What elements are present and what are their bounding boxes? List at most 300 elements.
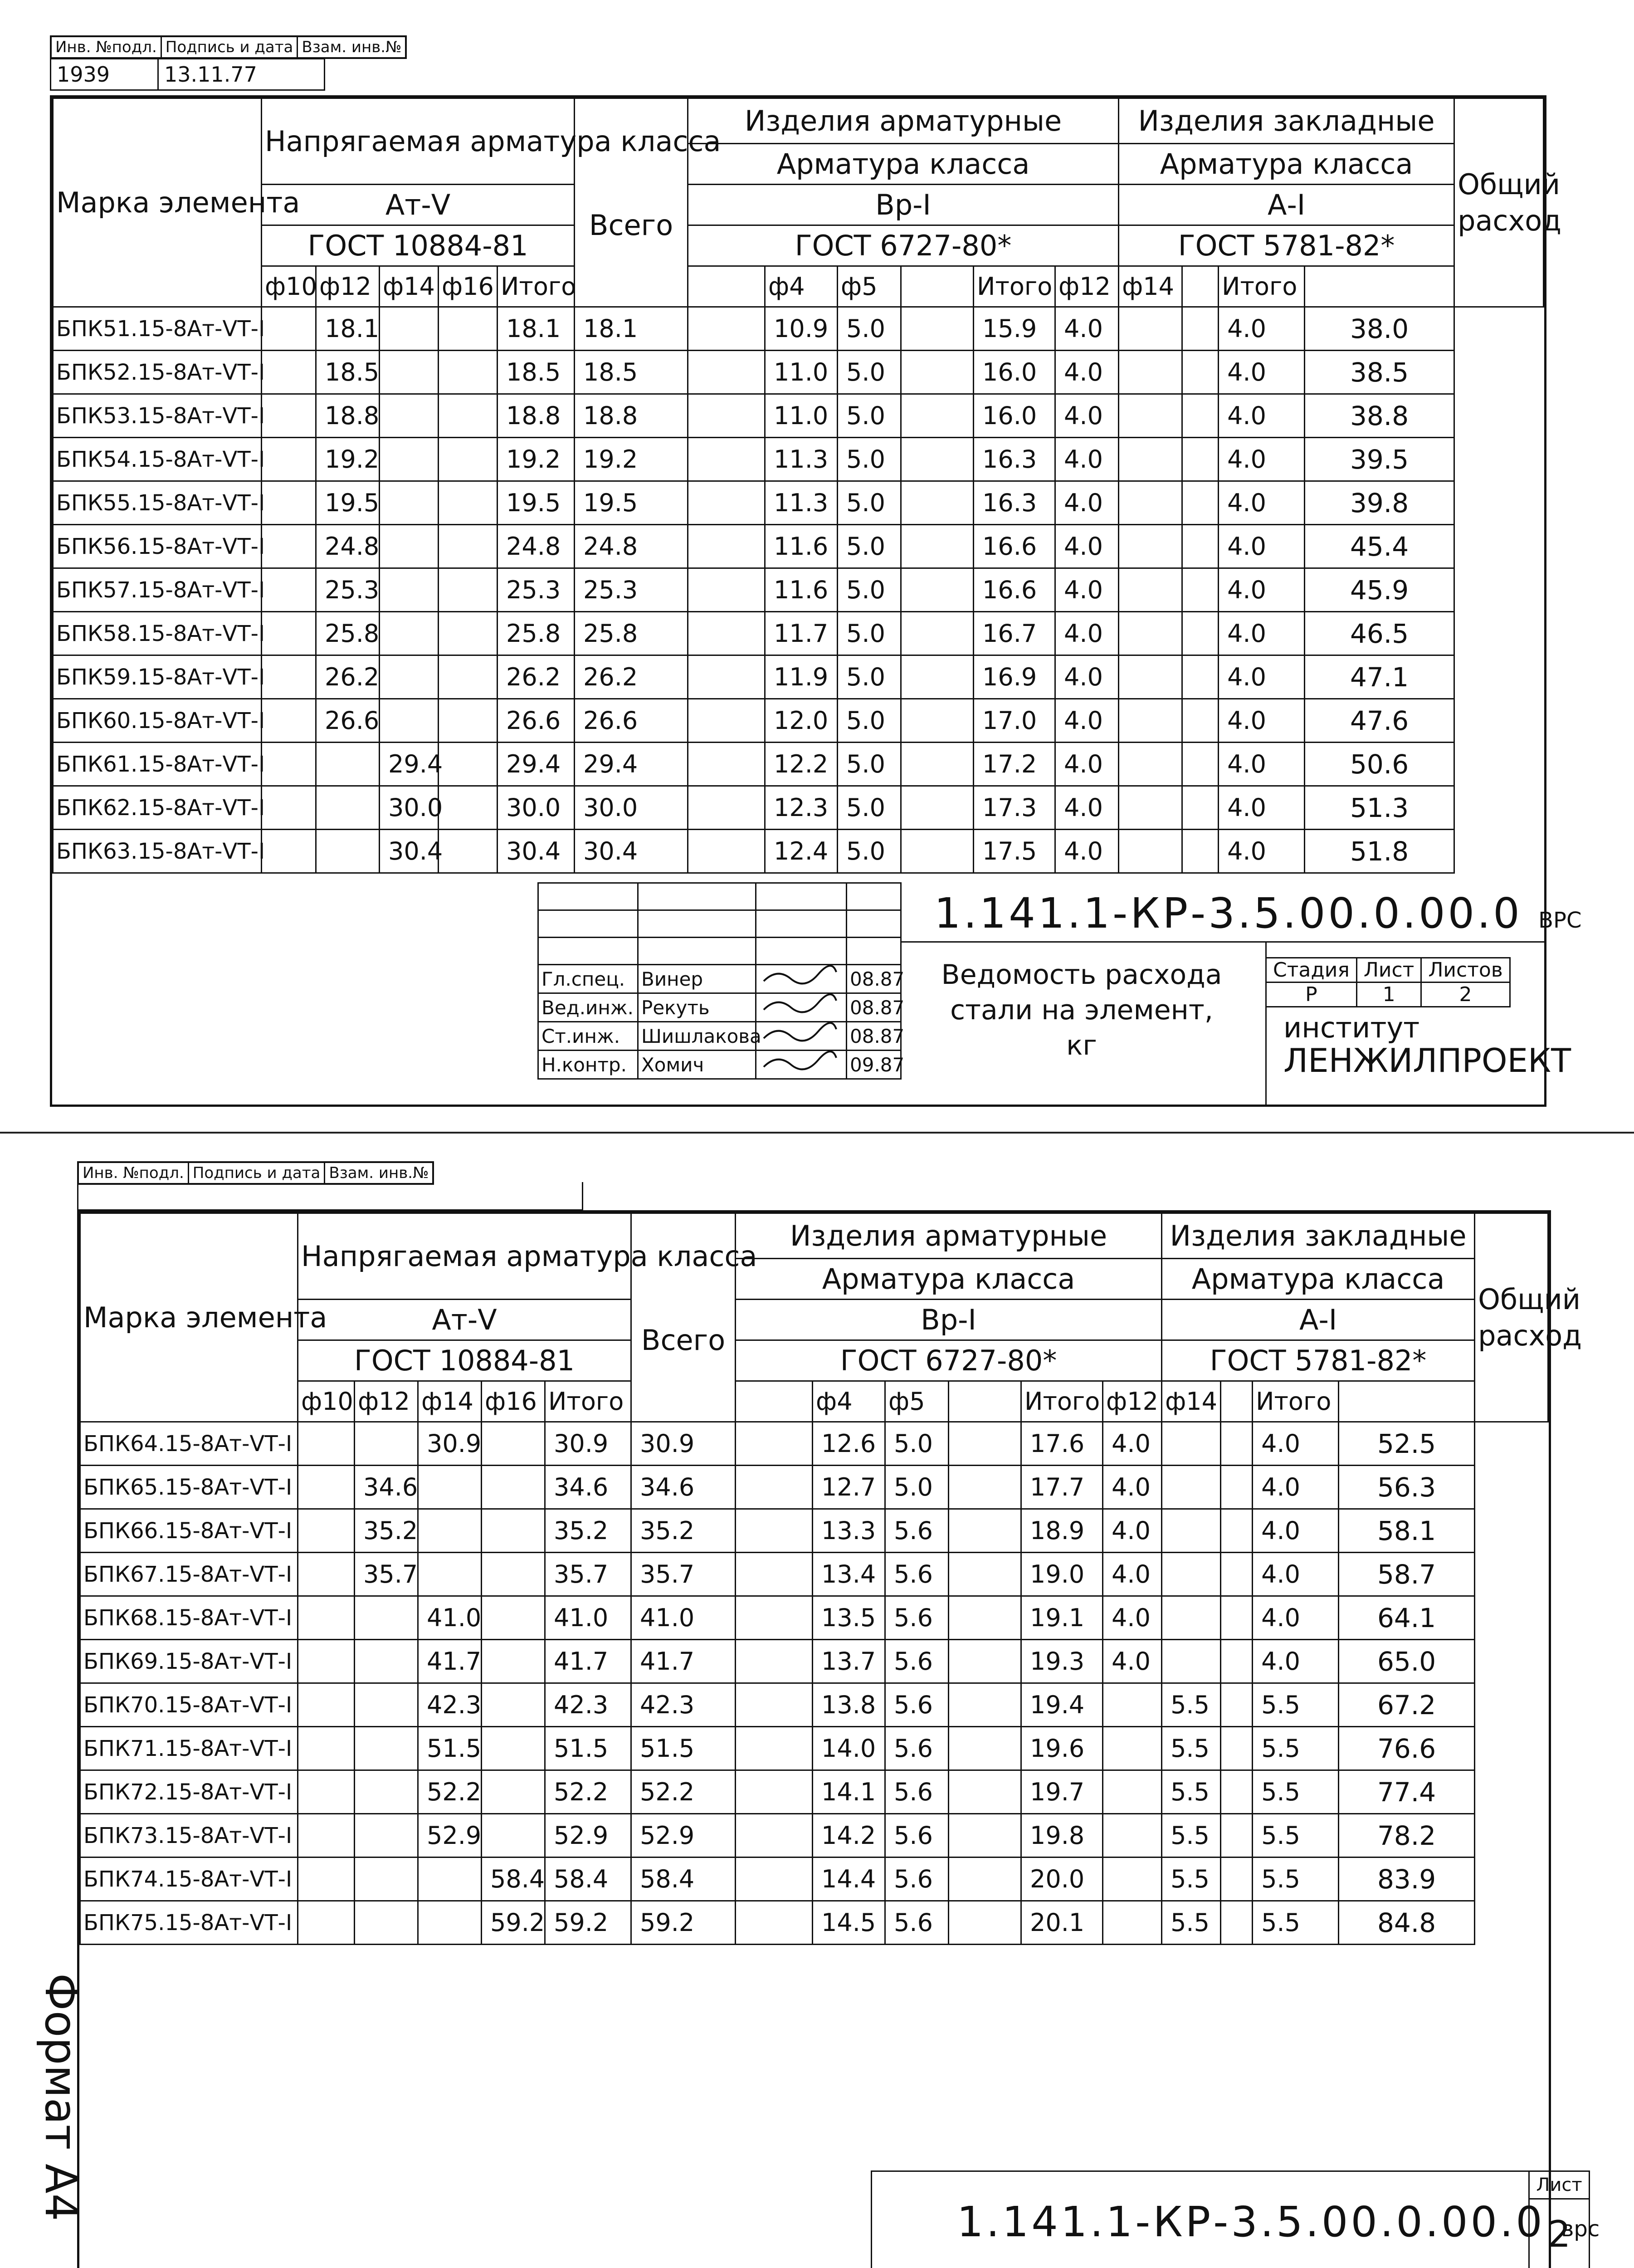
value-b-it: 16.0	[974, 394, 1055, 438]
element-mark: БПК65.15-8Ат-ⅤТ-I	[80, 1466, 298, 1509]
empty-cell	[262, 481, 316, 525]
value-c12	[1103, 1901, 1162, 1945]
col-e14: ф14	[1119, 266, 1182, 307]
institute-block	[1283, 1011, 1571, 1080]
value-a-it: 19.5	[498, 481, 575, 525]
value-a-it: 30.0	[498, 786, 575, 830]
overall-consumption: 38.0	[1305, 307, 1454, 351]
value-b-it: 15.9	[974, 307, 1055, 351]
table-row	[53, 655, 1544, 699]
empty-cell	[1182, 394, 1219, 438]
table-row	[80, 1814, 1548, 1857]
empty-cell	[949, 1466, 1021, 1509]
signature	[756, 1051, 847, 1079]
sheet-number-box	[1528, 2170, 1590, 2268]
empty-cell	[736, 1683, 813, 1727]
value-c12: 4.0	[1103, 1509, 1162, 1553]
value-c14	[1119, 438, 1182, 481]
group-embedded-header-2: Изделия закладные	[1162, 1213, 1475, 1259]
element-mark: БПК73.15-8Ат-ⅤТ-I	[80, 1814, 298, 1857]
empty-cell	[901, 394, 974, 438]
gost-fittings-2: ГОСТ 6727-80*	[736, 1340, 1162, 1381]
element-mark: БПК61.15-8Ат-ⅤТ-I	[53, 743, 262, 786]
col-itogo-fittings-2: Итого	[1021, 1381, 1103, 1422]
value-a-it: 34.6	[545, 1466, 631, 1509]
value-b4: 13.4	[813, 1553, 885, 1596]
signature	[756, 965, 847, 993]
empty-cell	[949, 1683, 1021, 1727]
empty-cell	[1221, 1814, 1253, 1857]
value-a16	[482, 1509, 545, 1553]
overall-consumption: 47.1	[1305, 655, 1454, 699]
value-c12: 4.0	[1055, 612, 1119, 655]
value-all: 34.6	[631, 1466, 736, 1509]
value-a16	[482, 1640, 545, 1683]
signer-role: Вед.инж.	[538, 993, 638, 1022]
value-c-it: 5.5	[1253, 1857, 1339, 1901]
value-c14: 5.5	[1162, 1683, 1221, 1727]
overall-consumption: 38.8	[1305, 394, 1454, 438]
table-row	[80, 1901, 1548, 1945]
signer-date: 08.87	[847, 1022, 901, 1051]
table-row	[80, 1509, 1548, 1553]
table-row	[53, 830, 1544, 873]
value-c12: 4.0	[1103, 1466, 1162, 1509]
value-c14	[1119, 830, 1182, 873]
table-row	[53, 307, 1544, 351]
empty-cell	[901, 786, 974, 830]
value-a12	[355, 1683, 418, 1727]
sheet-2	[0, 1161, 1634, 2268]
value-b5: 5.6	[885, 1857, 949, 1901]
signer-role: Н.контр.	[538, 1051, 638, 1079]
empty-cell	[262, 699, 316, 743]
overall-consumption: 64.1	[1339, 1596, 1475, 1640]
empty-cell	[298, 1466, 355, 1509]
value-b4: 14.4	[813, 1857, 885, 1901]
value-a-it: 25.8	[498, 612, 575, 655]
value-b4: 12.4	[765, 830, 838, 873]
empty-cell	[901, 525, 974, 568]
value-b-it: 17.6	[1021, 1422, 1103, 1466]
empty-cell	[736, 1640, 813, 1683]
gost-embedded-2: ГОСТ 5781-82*	[1162, 1340, 1475, 1381]
value-c14	[1119, 655, 1182, 699]
sheets-value: 2	[1421, 982, 1510, 1007]
value-c14: 5.5	[1162, 1814, 1221, 1857]
doc-code-2-suffix: врс	[1561, 2216, 1600, 2242]
element-mark: БПК67.15-8Ат-ⅤТ-I	[80, 1553, 298, 1596]
col-d5: ф5	[838, 266, 901, 307]
empty-cell	[688, 655, 765, 699]
signature-block	[537, 882, 905, 1080]
empty-cell	[949, 1727, 1021, 1770]
value-a-it: 25.3	[498, 568, 575, 612]
value-c-it: 5.5	[1253, 1683, 1339, 1727]
value-c-it: 4.0	[1219, 568, 1305, 612]
empty-cell	[736, 1814, 813, 1857]
value-b5: 5.6	[885, 1553, 949, 1596]
value-b-it: 16.9	[974, 655, 1055, 699]
value-all: 29.4	[575, 743, 688, 786]
value-b4: 11.7	[765, 612, 838, 655]
value-c12: 4.0	[1103, 1422, 1162, 1466]
table-row	[53, 699, 1544, 743]
element-mark: БПК74.15-8Ат-ⅤТ-I	[80, 1857, 298, 1901]
value-a16	[439, 481, 498, 525]
empty-cell	[1182, 743, 1219, 786]
value-a16	[439, 830, 498, 873]
value-b5: 5.6	[885, 1814, 949, 1857]
signer-name: Рекуть	[638, 993, 756, 1022]
value-b4: 12.7	[813, 1466, 885, 1509]
sub-fittings-header-2: Арматура класса	[736, 1259, 1162, 1300]
empty-cell	[262, 351, 316, 394]
table-row	[80, 1727, 1548, 1770]
col-mark-header-2: Марка элемента	[80, 1213, 298, 1422]
value-a14	[380, 699, 439, 743]
class-fittings: Вр-I	[688, 185, 1119, 225]
value-c-it: 4.0	[1219, 481, 1305, 525]
value-a12: 19.5	[316, 481, 380, 525]
rows-sheet-2	[80, 1422, 1548, 1945]
element-mark: БПК55.15-8Ат-ⅤТ-I	[53, 481, 262, 525]
empty-cell	[688, 786, 765, 830]
value-a12	[316, 786, 380, 830]
empty-cell	[1182, 307, 1219, 351]
empty-cell	[262, 786, 316, 830]
value-a14	[380, 351, 439, 394]
value-all: 25.3	[575, 568, 688, 612]
empty-cell	[949, 1814, 1021, 1857]
col-d14: ф14	[380, 266, 439, 307]
value-a14	[380, 612, 439, 655]
value-b5: 5.0	[838, 830, 901, 873]
value-c12: 4.0	[1055, 699, 1119, 743]
value-c14	[1119, 612, 1182, 655]
value-b4: 13.8	[813, 1683, 885, 1727]
element-mark: БПК56.15-8Ат-ⅤТ-I	[53, 525, 262, 568]
value-a14: 52.2	[418, 1770, 482, 1814]
empty-cell	[688, 481, 765, 525]
signer-date: 09.87	[847, 1051, 901, 1079]
value-b-it: 19.4	[1021, 1683, 1103, 1727]
class-fittings-2: Вр-I	[736, 1300, 1162, 1340]
table-row	[80, 1683, 1548, 1727]
value-a12	[316, 830, 380, 873]
value-a-it: 29.4	[498, 743, 575, 786]
value-c14	[1162, 1596, 1221, 1640]
table-row	[80, 1857, 1548, 1901]
value-c-it: 4.0	[1219, 830, 1305, 873]
value-b-it: 20.0	[1021, 1857, 1103, 1901]
value-b-it: 20.1	[1021, 1901, 1103, 1945]
value-a12	[355, 1770, 418, 1814]
col-itogo-embedded-2: Итого	[1253, 1381, 1339, 1422]
value-c-it: 4.0	[1219, 438, 1305, 481]
value-a-it: 51.5	[545, 1727, 631, 1770]
value-a14: 41.7	[418, 1640, 482, 1683]
value-c12: 4.0	[1055, 351, 1119, 394]
value-a12: 34.6	[355, 1466, 418, 1509]
value-a16	[482, 1466, 545, 1509]
value-b5: 5.6	[885, 1640, 949, 1683]
value-b5: 5.0	[838, 351, 901, 394]
sub-embedded-header: Арматура класса	[1119, 144, 1454, 185]
doc-code-1-suffix: ВРС	[1538, 908, 1582, 933]
value-a12	[355, 1901, 418, 1945]
signature-scribble	[759, 965, 841, 988]
table-row	[53, 786, 1544, 830]
overall-consumption: 39.8	[1305, 481, 1454, 525]
value-b5: 5.0	[838, 307, 901, 351]
value-a14	[418, 1901, 482, 1945]
value-a14: 30.0	[380, 786, 439, 830]
value-all: 18.5	[575, 351, 688, 394]
value-a14	[418, 1553, 482, 1596]
empty-cell	[298, 1901, 355, 1945]
empty-cell	[1182, 612, 1219, 655]
empty-cell	[1221, 1596, 1253, 1640]
gost-prestressed-2: ГОСТ 10884-81	[298, 1340, 631, 1381]
empty-cell	[262, 394, 316, 438]
value-c12: 4.0	[1055, 786, 1119, 830]
institute-name: ЛЕНЖИЛПРОЕКТ	[1283, 1041, 1571, 1080]
signer-name: Шишлакова	[638, 1022, 756, 1051]
stage-table	[1265, 957, 1511, 1007]
value-a14: 29.4	[380, 743, 439, 786]
value-a12: 35.7	[355, 1553, 418, 1596]
value-b5: 5.0	[838, 394, 901, 438]
value-a16	[439, 394, 498, 438]
value-c-it: 4.0	[1219, 307, 1305, 351]
value-a-it: 24.8	[498, 525, 575, 568]
group-prestressed-header-2: Напрягаемая арматура класса	[298, 1213, 631, 1300]
signer-row	[538, 965, 901, 993]
value-b4: 11.9	[765, 655, 838, 699]
value-c-it: 4.0	[1253, 1596, 1339, 1640]
col-d10: ф10	[262, 266, 316, 307]
value-c-it: 5.5	[1253, 1901, 1339, 1945]
empty-cell	[688, 351, 765, 394]
table-row	[53, 525, 1544, 568]
col-itogo: Итого	[498, 266, 575, 307]
sheets-header: Листов	[1421, 958, 1510, 982]
value-c-it: 4.0	[1219, 699, 1305, 743]
empty-cell	[298, 1553, 355, 1596]
desc-line-2: стали на элемент,	[950, 994, 1213, 1026]
value-c14: 5.5	[1162, 1901, 1221, 1945]
value-b-it: 16.6	[974, 568, 1055, 612]
element-mark: БПК66.15-8Ат-ⅤТ-I	[80, 1509, 298, 1553]
value-b4: 11.3	[765, 481, 838, 525]
value-b4: 11.0	[765, 394, 838, 438]
empty-cell	[1221, 1770, 1253, 1814]
value-a14	[380, 655, 439, 699]
value-c12	[1103, 1857, 1162, 1901]
value-c14	[1119, 307, 1182, 351]
gost-fittings: ГОСТ 6727-80*	[688, 225, 1119, 266]
table-row	[53, 612, 1544, 655]
value-c14	[1119, 568, 1182, 612]
value-b5: 5.6	[885, 1509, 949, 1553]
value-a12: 19.2	[316, 438, 380, 481]
col-d5-2: ф5	[885, 1381, 949, 1422]
empty-cell	[1221, 1466, 1253, 1509]
class-prestressed: Ат-Ⅴ	[262, 185, 575, 225]
value-a14	[418, 1857, 482, 1901]
value-a16: 58.4	[482, 1857, 545, 1901]
value-all: 41.0	[631, 1596, 736, 1640]
value-b4: 14.2	[813, 1814, 885, 1857]
col-d16: ф16	[439, 266, 498, 307]
value-c14	[1119, 351, 1182, 394]
element-mark: БПК75.15-8Ат-ⅤТ-I	[80, 1901, 298, 1945]
value-c-it: 4.0	[1253, 1553, 1339, 1596]
value-a-it: 59.2	[545, 1901, 631, 1945]
value-b4: 11.6	[765, 525, 838, 568]
value-c-it: 4.0	[1219, 525, 1305, 568]
value-c-it: 4.0	[1253, 1640, 1339, 1683]
value-b-it: 17.2	[974, 743, 1055, 786]
value-b4: 12.0	[765, 699, 838, 743]
value-b-it: 16.0	[974, 351, 1055, 394]
value-b-it: 17.7	[1021, 1466, 1103, 1509]
value-b-it: 19.8	[1021, 1814, 1103, 1857]
steel-table-1	[52, 98, 1562, 874]
table-row	[53, 568, 1544, 612]
value-a14	[380, 568, 439, 612]
value-a-it: 30.4	[498, 830, 575, 873]
signer-date: 08.87	[847, 965, 901, 993]
value-b-it: 16.7	[974, 612, 1055, 655]
col-d10-2: ф10	[298, 1381, 355, 1422]
empty-cell	[1221, 1553, 1253, 1596]
empty-cell	[736, 1857, 813, 1901]
value-a16	[482, 1596, 545, 1640]
value-c12: 4.0	[1103, 1640, 1162, 1683]
value-b5: 5.0	[838, 568, 901, 612]
element-mark: БПК52.15-8Ат-ⅤТ-I	[53, 351, 262, 394]
value-c12: 4.0	[1055, 830, 1119, 873]
value-all: 18.1	[575, 307, 688, 351]
value-a16	[439, 612, 498, 655]
value-all: 52.2	[631, 1770, 736, 1814]
value-a-it: 18.5	[498, 351, 575, 394]
empty-cell	[736, 1422, 813, 1466]
value-a14	[380, 394, 439, 438]
value-b4: 13.3	[813, 1509, 885, 1553]
value-a14: 30.9	[418, 1422, 482, 1466]
signer-name: Хомич	[638, 1051, 756, 1079]
empty-cell	[736, 1901, 813, 1945]
value-all: 35.7	[631, 1553, 736, 1596]
empty-cell	[688, 394, 765, 438]
value-c14	[1162, 1422, 1221, 1466]
value-a16	[439, 351, 498, 394]
empty-cell	[1182, 699, 1219, 743]
empty-cell	[949, 1509, 1021, 1553]
col-overall-header: Общий расход	[1454, 98, 1544, 307]
table-row	[53, 481, 1544, 525]
col-d4-2: ф4	[813, 1381, 885, 1422]
element-mark: БПК60.15-8Ат-ⅤТ-I	[53, 699, 262, 743]
overall-consumption: 38.5	[1305, 351, 1454, 394]
value-a12	[355, 1422, 418, 1466]
col-e12: ф12	[1055, 266, 1119, 307]
empty-cell	[262, 743, 316, 786]
overall-consumption: 45.4	[1305, 525, 1454, 568]
value-b4: 11.3	[765, 438, 838, 481]
value-all: 52.9	[631, 1814, 736, 1857]
signer-row	[538, 1051, 901, 1079]
table-row	[53, 351, 1544, 394]
sheet-separator	[0, 1132, 1634, 1134]
stage-header: Стадия	[1266, 958, 1357, 982]
value-a-it: 18.8	[498, 394, 575, 438]
sheet-header: Лист	[1356, 958, 1421, 982]
stamp2-sign-label: Подпись и дата	[189, 1163, 326, 1183]
empty-cell	[949, 1770, 1021, 1814]
value-c-it: 4.0	[1219, 612, 1305, 655]
value-c12: 4.0	[1055, 525, 1119, 568]
empty-cell	[736, 1509, 813, 1553]
value-b4: 12.6	[813, 1422, 885, 1466]
col-d12: ф12	[316, 266, 380, 307]
desc-line-3: кг	[1066, 1030, 1097, 1061]
stage-value: Р	[1266, 982, 1357, 1007]
value-b-it: 19.0	[1021, 1553, 1103, 1596]
empty-cell	[1182, 568, 1219, 612]
empty-cell	[1221, 1509, 1253, 1553]
value-a14	[380, 525, 439, 568]
value-a16	[482, 1770, 545, 1814]
signature-scribble	[759, 1022, 841, 1045]
value-a16	[482, 1727, 545, 1770]
table-row	[53, 743, 1544, 786]
value-b-it: 19.6	[1021, 1727, 1103, 1770]
value-all: 19.5	[575, 481, 688, 525]
empty-cell	[901, 743, 974, 786]
empty-cell	[688, 830, 765, 873]
table-row	[80, 1466, 1548, 1509]
value-c-it: 4.0	[1219, 743, 1305, 786]
value-c-it: 4.0	[1253, 1422, 1339, 1466]
value-c12	[1103, 1683, 1162, 1727]
table-row	[80, 1422, 1548, 1466]
element-mark: БПК57.15-8Ат-ⅤТ-I	[53, 568, 262, 612]
group-prestressed-header: Напрягаемая арматура класса	[262, 98, 575, 185]
value-c12: 4.0	[1055, 743, 1119, 786]
value-a-it: 35.7	[545, 1553, 631, 1596]
value-b4: 12.2	[765, 743, 838, 786]
empty-cell	[949, 1596, 1021, 1640]
value-b-it: 17.3	[974, 786, 1055, 830]
value-b5: 5.6	[885, 1683, 949, 1727]
empty-cell	[262, 438, 316, 481]
signer-row	[538, 1022, 901, 1051]
value-b4: 14.0	[813, 1727, 885, 1770]
empty-cell	[688, 699, 765, 743]
value-b-it: 17.5	[974, 830, 1055, 873]
col-itogo-2: Итого	[545, 1381, 631, 1422]
value-b-it: 19.7	[1021, 1770, 1103, 1814]
empty-cell	[736, 1553, 813, 1596]
empty-cell	[298, 1727, 355, 1770]
stamp-inv-value: 1939	[51, 59, 159, 89]
signer-date: 08.87	[847, 993, 901, 1022]
signature-scribble	[759, 1051, 841, 1074]
